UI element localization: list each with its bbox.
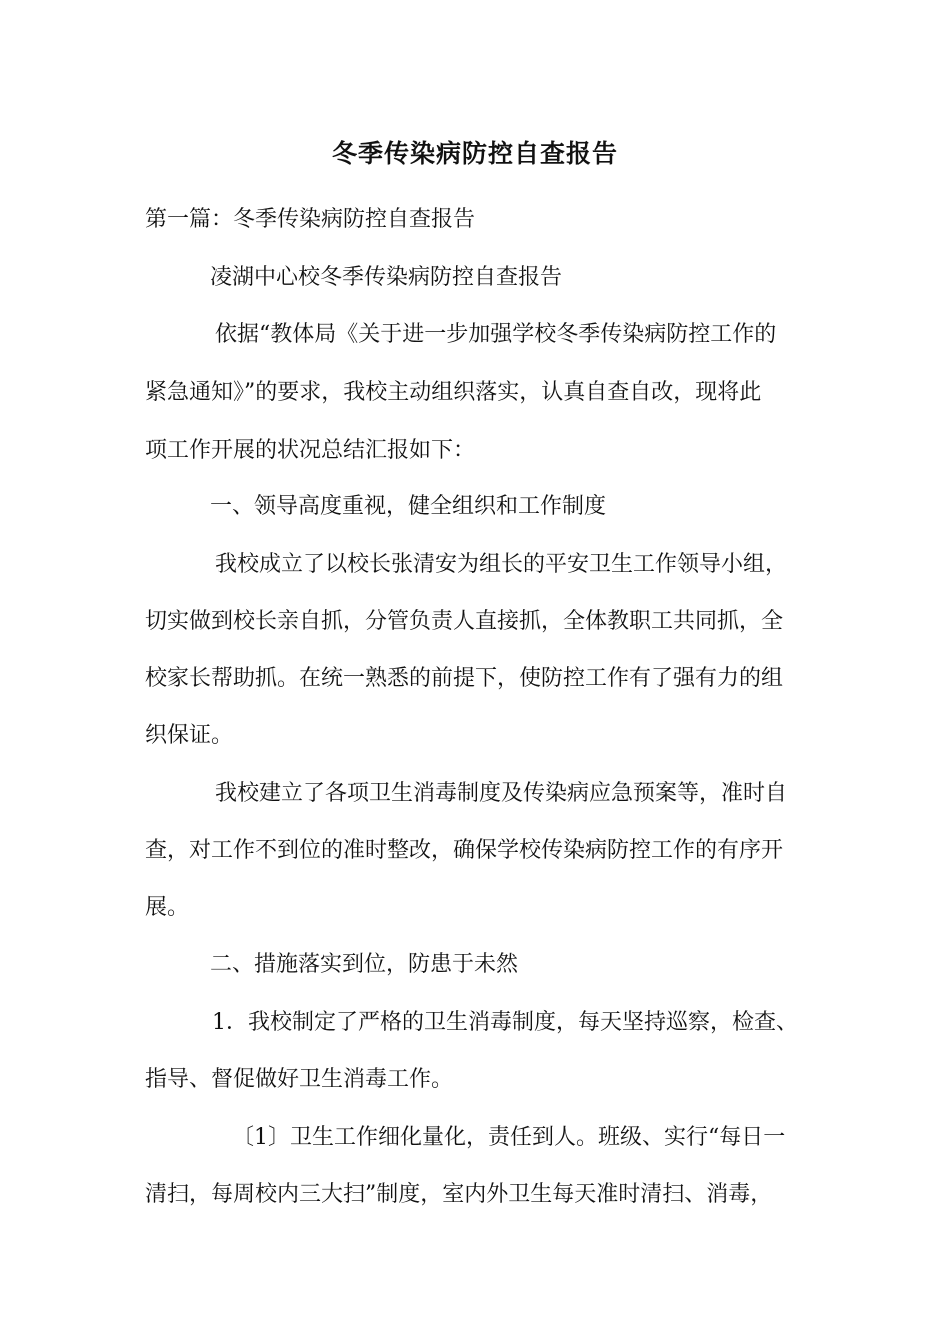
text-line: 织保证。	[145, 723, 234, 748]
text-line: 校家长帮助抓。在统一熟悉的前提下，使防控工作有了强有力的组	[145, 666, 784, 691]
text-line: 查，对工作不到位的准时整改，确保学校传染病防控工作的有序开	[145, 838, 784, 863]
text-line: 切实做到校长亲自抓，分管负责人直接抓，全体教职工共同抓，全	[145, 609, 784, 634]
text-line: 依据“教体局《关于进一步加强学校冬季传染病防控工作的	[215, 322, 777, 347]
document-title: 冬季传染病防控自查报告	[331, 139, 618, 168]
text-line: 指导、督促做好卫生消毒工作。	[145, 1067, 454, 1092]
text-line: 凌湖中心校冬季传染病防控自查报告	[210, 265, 563, 290]
text-line: 〔1〕卫生工作细化量化，责任到人。班级、实行“每日一	[232, 1125, 786, 1150]
text-line: 清扫，每周校内三大扫”制度，室内外卫生每天准时清扫、消毒，	[145, 1182, 773, 1207]
text-line: 第一篇：冬季传染病防控自查报告	[145, 207, 476, 232]
text-line: 1．我校制定了严格的卫生消毒制度，每天坚持巡察，检查、	[212, 1010, 798, 1035]
text-line: 展。	[145, 895, 190, 920]
text-line: 我校建立了各项卫生消毒制度及传染病应急预案等，准时自	[215, 781, 788, 806]
text-line: 我校成立了以校长张清安为组长的平安卫生工作领导小组，	[215, 552, 788, 577]
text-line: 一、领导高度重视，健全组织和工作制度	[210, 494, 607, 519]
text-line: 项工作开展的状况总结汇报如下：	[145, 438, 476, 463]
text-line: 二、措施落实到位，防患于未然	[210, 952, 519, 977]
text-line: 紧急通知》”的要求，我校主动组织落实，认真自查自改，现将此	[145, 380, 762, 405]
